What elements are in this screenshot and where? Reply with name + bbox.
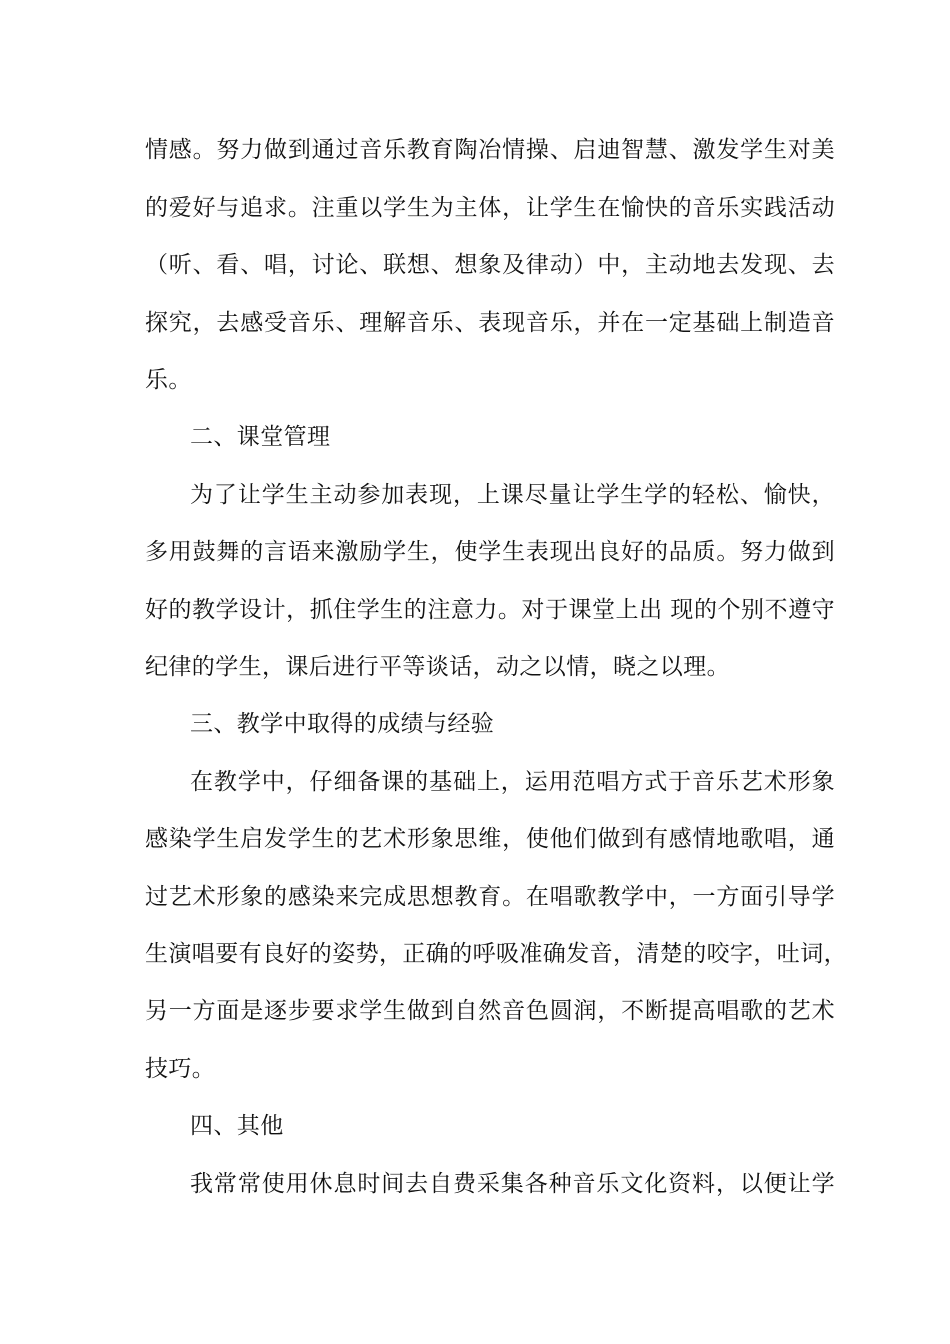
text-line: 纪律的学生，课后进行平等谈话，动之以情，晓之以理。	[145, 654, 730, 680]
text-line: 的爱好与追求。注重以学生为主体，让学生在愉快的音乐实践活动	[145, 195, 835, 221]
text-line: 探究，去感受音乐、理解音乐、表现音乐，并在一定基础上制造音	[145, 310, 835, 336]
text-line: 好的教学设计，抓住学生的注意力。对于课堂上出 现的个别不遵守	[145, 597, 835, 623]
text-line: 情感。努力做到通过音乐教育陶冶情操、启迪智慧、激发学生对美	[145, 137, 835, 163]
text-line: 技巧。	[145, 1056, 216, 1082]
text-line: 多用鼓舞的言语来激励学生，使学生表现出良好的品质。努力做到	[145, 539, 835, 565]
section-heading: 三、教学中取得的成绩与经验	[190, 711, 495, 737]
text-line: 为了让学生主动参加表现，上课尽量让学生学的轻松、愉快，	[190, 482, 835, 508]
text-line: 我常常使用休息时间去自费采集各种音乐文化资料，以便让学	[190, 1171, 835, 1197]
text-line: 过艺术形象的感染来完成思想教育。在唱歌教学中，一方面引导学	[145, 884, 835, 910]
text-line: 在教学中，仔细备课的基础上，运用范唱方式于音乐艺术形象	[190, 769, 835, 795]
text-line: 感染学生启发学生的艺术形象思维，使他们做到有感情地歌唱，通	[145, 826, 835, 852]
text-line: 生演唱要有良好的姿势，正确的呼吸准确发音，清楚的咬字，吐词，	[145, 941, 847, 967]
text-line: 另一方面是逐步要求学生做到自然音色圆润，不断提高唱歌的艺术	[145, 998, 835, 1024]
section-heading: 二、课堂管理	[190, 424, 331, 450]
text-line: 乐。	[145, 367, 192, 393]
text-line: （听、看、唱，讨论、联想、想象及律动）中，主动地去发现、去	[145, 252, 835, 278]
section-heading: 四、其他	[190, 1113, 284, 1139]
